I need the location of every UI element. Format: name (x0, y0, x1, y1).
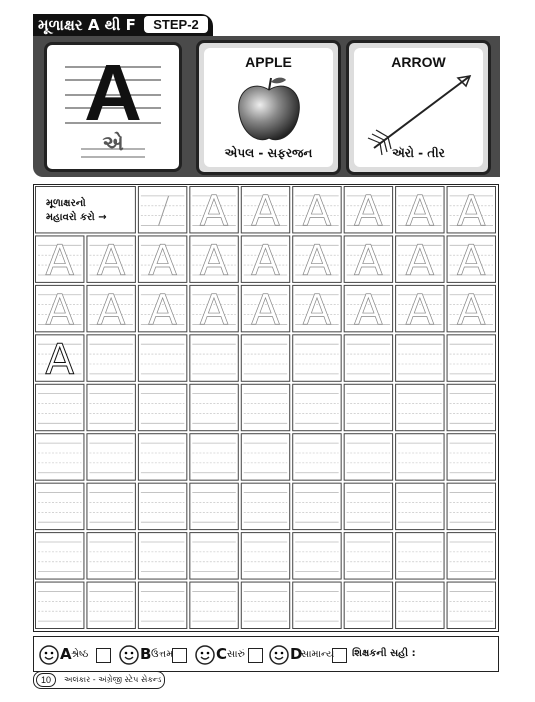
trace-letter: A (456, 285, 486, 335)
grid-cell (447, 434, 495, 480)
trace-letter: A (96, 235, 126, 285)
grid-cell (293, 483, 341, 529)
grid-cell (138, 434, 186, 480)
grid-cell (138, 384, 186, 430)
grid-cell (396, 582, 444, 628)
grid-cell (293, 434, 341, 480)
grade-label: શ્રેષ્ઠ (71, 649, 89, 660)
grid-cell (36, 384, 84, 430)
grid-cell (87, 582, 135, 628)
apple-card-inner (204, 48, 333, 167)
trace-letter: A (405, 235, 435, 285)
grid-cell (241, 384, 289, 430)
trace-letter: A (148, 285, 177, 335)
trace-letter: A (251, 186, 280, 236)
smiley-icon (194, 644, 216, 666)
grade-checkbox[interactable] (332, 648, 347, 663)
trace-letter: A (354, 285, 383, 335)
grid-cell (447, 384, 495, 430)
apple-icon (234, 74, 304, 144)
instruction-line-1: મૂળાક્ષરનો (46, 198, 86, 209)
practice-grid (33, 184, 499, 632)
grid-cell (87, 335, 135, 381)
grid-cell (241, 582, 289, 628)
grade-letter: A (60, 645, 72, 663)
grid-cell (87, 384, 135, 430)
grid-cell (344, 384, 392, 430)
trace-stroke (159, 196, 169, 226)
smiley-icon (268, 644, 290, 666)
trace-letter: A (405, 285, 435, 335)
trace-letter: A (354, 235, 383, 285)
trace-letter: A (456, 186, 486, 236)
grade-label: સામાન્ય (301, 649, 335, 660)
trace-letter: A (45, 285, 75, 335)
trace-letter: A (354, 186, 383, 236)
grid-cell (190, 533, 238, 579)
grid-cell (396, 533, 444, 579)
grid-cell (293, 384, 341, 430)
grid-cell (396, 384, 444, 430)
grade-letter: C (216, 645, 228, 663)
trace-letter: A (251, 235, 280, 285)
grade-checkbox[interactable] (172, 648, 187, 663)
grade-c (194, 642, 264, 668)
model-letter: A (45, 334, 75, 384)
grid-cell (241, 483, 289, 529)
arrow-caption: ઍરો - તીર (392, 146, 445, 160)
grid-cell (36, 533, 84, 579)
grid-lines (34, 185, 497, 630)
grid-cell (344, 335, 392, 381)
grade-letter: D (290, 645, 303, 663)
grid-cell (447, 335, 495, 381)
grid-cell (36, 483, 84, 529)
page-title: મૂળાક્ષર A થી F (38, 16, 136, 34)
trace-letter: A (199, 285, 229, 335)
grade-d (268, 642, 348, 668)
grid-cell (396, 483, 444, 529)
evaluation-footer (33, 636, 499, 672)
instruction-text (46, 197, 107, 225)
grid-cell (190, 434, 238, 480)
letter-card (44, 42, 182, 172)
book-title: અલંકાર - અંગ્રેજી સ્ટેપ સેકન્ડ (64, 675, 162, 684)
step-badge: STEP-2 (144, 16, 208, 33)
trace-letter: A (148, 235, 177, 285)
trace-letter: A (96, 285, 126, 335)
grid-cell (138, 533, 186, 579)
grid-cell (241, 533, 289, 579)
grid-cell (190, 582, 238, 628)
grid-cell (293, 582, 341, 628)
grid-cell (344, 582, 392, 628)
trace-letter: A (405, 186, 435, 236)
grade-checkbox[interactable] (248, 648, 263, 663)
grid-cell (138, 187, 186, 233)
grid-cell (396, 335, 444, 381)
grid-cell (447, 582, 495, 628)
trace-letter: A (45, 235, 75, 285)
trace-letter: A (199, 186, 229, 236)
page-number: 10 (36, 673, 56, 687)
gujarati-letter: એ (102, 131, 124, 155)
teacher-signature-label: શિક્ષકની સહી : (352, 648, 416, 659)
grade-checkbox[interactable] (96, 648, 111, 663)
grid-cell (190, 384, 238, 430)
grid-cell (344, 434, 392, 480)
trace-letter: A (302, 235, 332, 285)
grade-b (118, 642, 188, 668)
arrow-icon (360, 68, 480, 158)
trace-letter: A (302, 285, 332, 335)
arrow-card-inner (354, 48, 483, 167)
grid-cell (344, 483, 392, 529)
smiley-icon (38, 644, 60, 666)
grid-cell (447, 533, 495, 579)
grid-cell (36, 582, 84, 628)
grid-cell (190, 483, 238, 529)
instruction-line-2: મહાવરો કરો → (46, 212, 107, 223)
grid-cell (447, 483, 495, 529)
grid-cell (87, 434, 135, 480)
grid-cell (293, 335, 341, 381)
big-letter: A (84, 48, 142, 137)
grid-cell (293, 533, 341, 579)
grid-cell (396, 434, 444, 480)
arrow-card (346, 40, 491, 175)
apple-card (196, 40, 341, 175)
grid-cell (87, 483, 135, 529)
grade-a (38, 642, 116, 668)
trace-letter: A (302, 186, 332, 236)
grade-list (38, 642, 338, 668)
grid-cell (138, 483, 186, 529)
grid-cell (241, 335, 289, 381)
grid-cell (190, 335, 238, 381)
arrow-word: ARROW (391, 54, 446, 70)
grade-label: સારું (227, 649, 245, 660)
apple-caption: એપલ - સફરજન (224, 146, 313, 160)
grid-cell (138, 335, 186, 381)
trace-letter: A (456, 235, 486, 285)
trace-letter: A (199, 235, 229, 285)
grid-cell (87, 533, 135, 579)
grid-cell (344, 533, 392, 579)
smiley-icon (118, 644, 140, 666)
grade-letter: B (140, 645, 152, 663)
page-number-bar (33, 671, 165, 689)
grid-cell (241, 434, 289, 480)
grade-label: ઉત્તમ (151, 649, 174, 660)
apple-word: APPLE (245, 54, 292, 70)
grid-cell (138, 582, 186, 628)
trace-letter: A (251, 285, 280, 335)
grid-cell (36, 434, 84, 480)
